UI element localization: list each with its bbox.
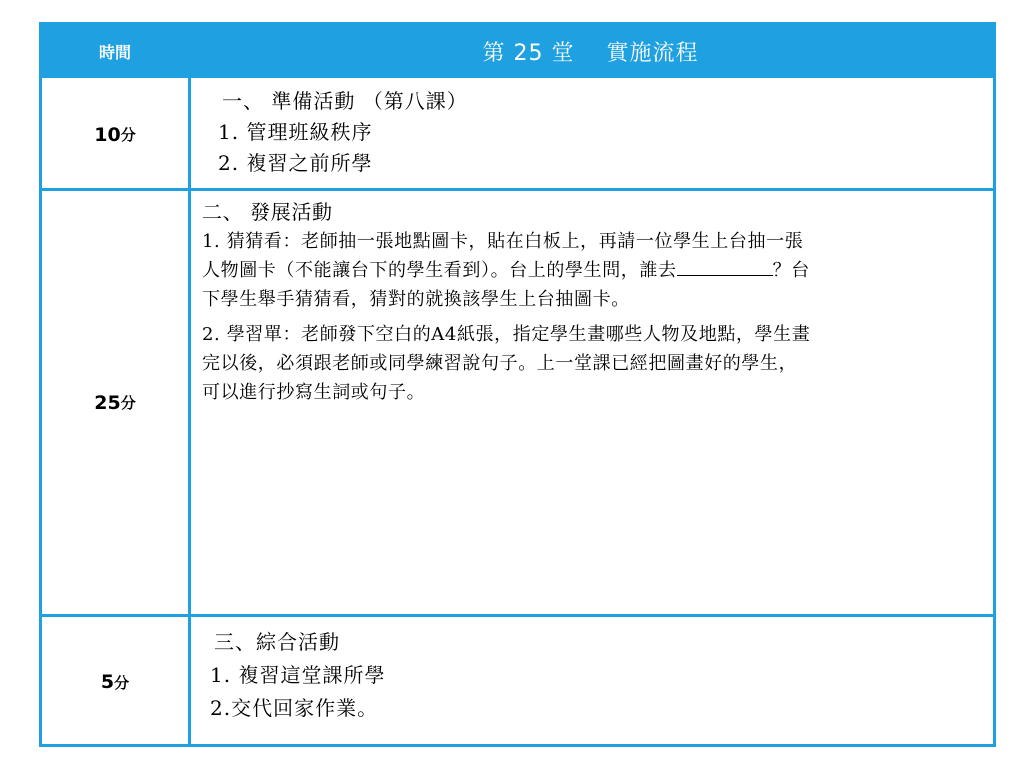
row-time-25 — [42, 191, 188, 614]
row-time-5 — [42, 617, 188, 747]
list-item: 2. 複習之前所學 — [218, 151, 373, 175]
list-item: 2.交代回家作業。 — [210, 696, 379, 720]
section-heading: 二、 發展活動 — [202, 200, 333, 224]
paragraph-line: 下學生舉手猜猜看，猜對的就換該學生上台抽圖卡。 — [202, 289, 630, 310]
paragraph-line: 2. 學習單：老師發下空白的A4紙張，指定學生畫哪些人物及地點，學生畫 — [202, 324, 811, 345]
table-header — [42, 25, 993, 78]
row-content-development — [202, 198, 981, 407]
time-column-header: 時間 — [98, 43, 131, 62]
row-content-summary — [202, 626, 981, 725]
list-item: 1. 複習這堂課所學 — [210, 663, 386, 687]
paragraph-line: 可以進行抄寫生詞或句子。 — [202, 382, 426, 403]
lesson-plan-table — [39, 22, 996, 747]
time-unit: 分 — [120, 394, 136, 412]
lesson-title: 第 25 堂 實施流程 — [482, 41, 699, 66]
paragraph-line: 完以後，必須跟老師或同學練習說句子。上一堂課已經把圖畫好的學生， — [202, 353, 798, 374]
row-time-10 — [42, 81, 188, 188]
paragraph-line: 1. 猜猜看：老師抽一張地點圖卡，貼在白板上，再請一位學生上台抽一張 — [202, 231, 804, 252]
paragraph-line: 人物圖卡（不能讓台下的學生看到）。台上的學生問，誰去 ？台 — [202, 256, 981, 285]
time-unit: 分 — [114, 673, 130, 692]
section-heading: 一、 準備活動 （第八課） — [222, 89, 468, 113]
time-value: 10 — [94, 123, 121, 146]
section-heading: 三、綜合活動 — [214, 630, 340, 654]
time-unit: 分 — [120, 126, 136, 144]
time-value: 5 — [100, 671, 115, 693]
row-content-prep — [202, 86, 981, 179]
fill-blank — [677, 257, 773, 276]
time-value: 25 — [94, 391, 121, 414]
list-item: 1. 管理班級秩序 — [218, 120, 373, 144]
column-divider — [188, 78, 191, 744]
